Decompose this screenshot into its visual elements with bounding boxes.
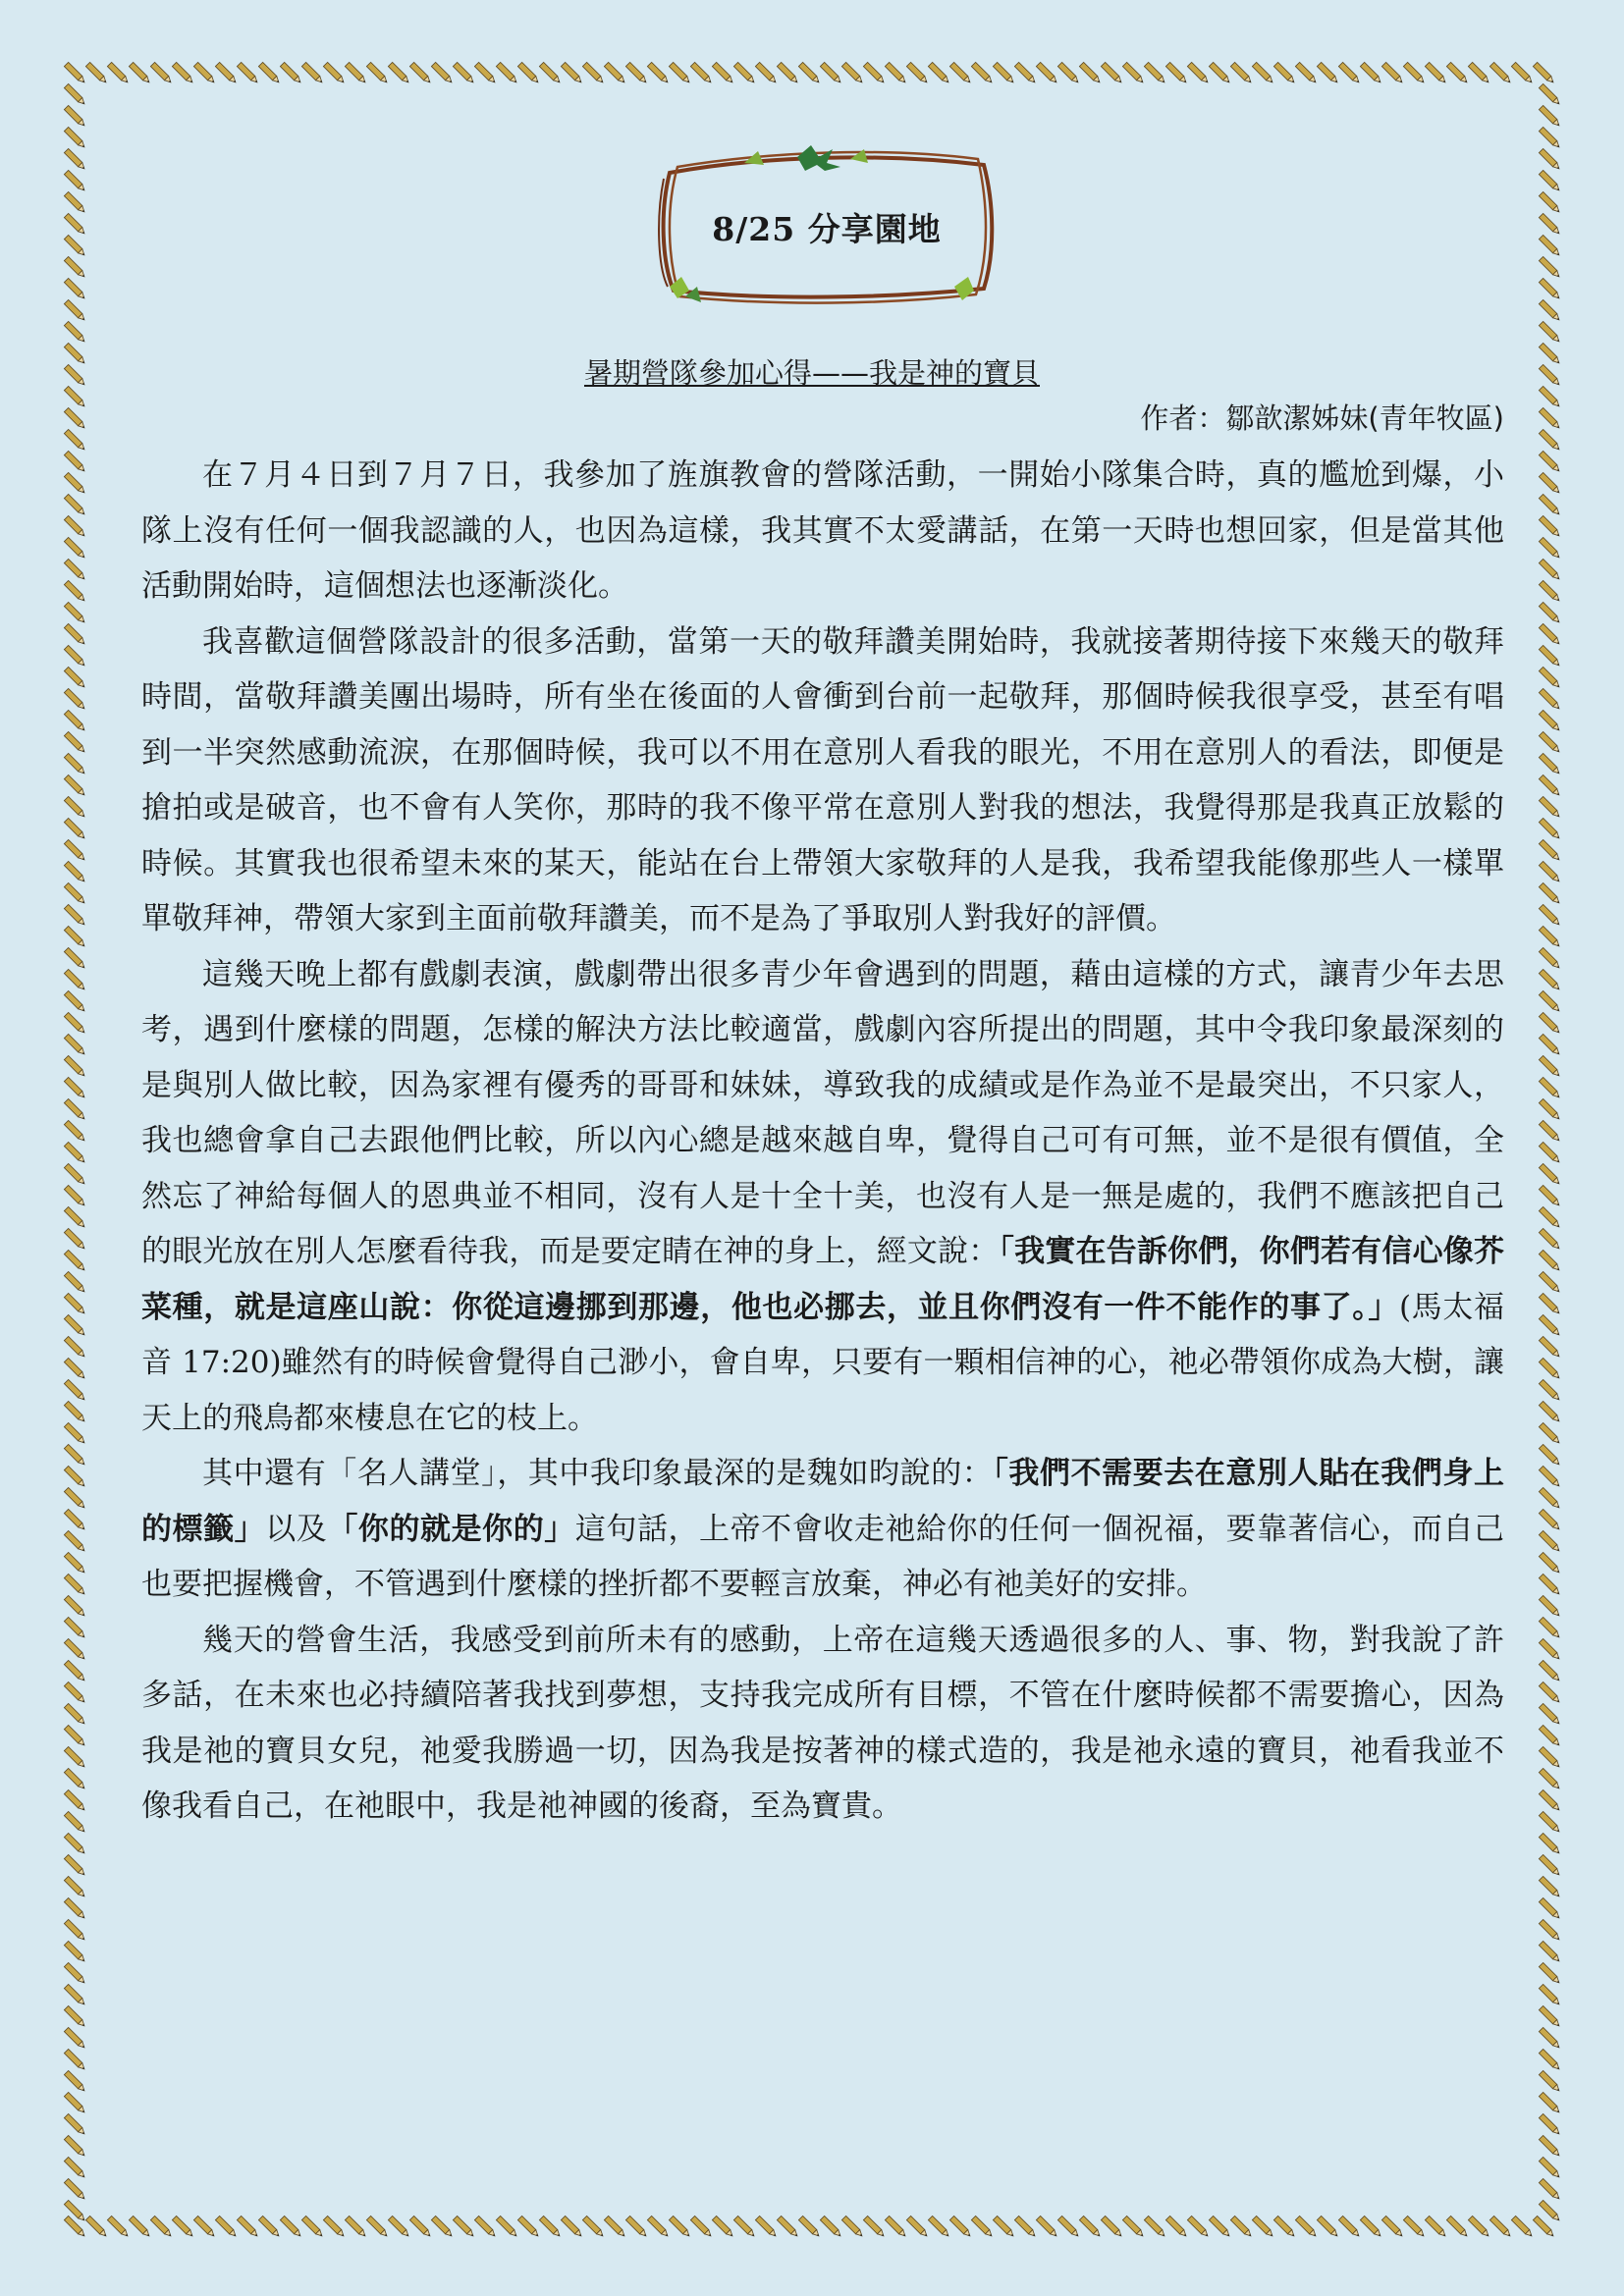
scripture-quote: 「我實在告訴你們，你們若有信心像芥菜種，就是這座山說：你從這邊挪到那邊，他也必挪去，並且你們沒有一件不能作的事了。」 (141, 1234, 1504, 1325)
quote-labels: 「我們不需要去在意別人貼在我們身上的標籤」 (141, 1456, 1505, 1547)
paragraph-4-text-a: 其中還有「名人講堂」，其中我印象最深的是魏如昀說的： (202, 1456, 994, 1491)
author-line: 作者：鄒歆潔姊妹(青年牧區) (1140, 401, 1504, 435)
paragraph-4-text-c: 這句話，上帝不會收走祂給你的任何一個祝福，要靠著信心，而自己也要把握機會，不管遇到什麼樣的挫折都不要輕言放棄，神必有祂美好的安排。 (141, 1511, 1505, 1602)
paragraph-4-text-b: 以及 (265, 1511, 328, 1547)
title-frame (650, 143, 1003, 308)
paragraph-3-text-b: (馬太福音 17:20)雖然有的時候會覺得自己渺小，會自卑，只要有一顆相信神的心，祂必帶領你成為大樹，讓天上的飛鳥都來棲息在它的枝上。 (141, 1289, 1504, 1436)
article-title: 暑期營隊參加心得——我是神的寶貝 (583, 356, 1040, 390)
paragraph-3 (141, 947, 1504, 1447)
quote-yours: 「你的就是你的」 (327, 1511, 575, 1547)
article-body (141, 448, 1504, 1835)
paragraph-2: 我喜歡這個營隊設計的很多活動，當第一天的敬拜讚美開始時，我就接著期待接下來幾天的敬拜時間，當敬拜讚美團出場時，所有坐在後面的人會衝到台前一起敬拜，那個時候我很享受，甚至有唱到一半突然感動流淚，在那個時候，我可以不用在意別人看我的眼光，不用在意別人的看法，即便是搶拍或是破音，也不會有人笑你，那時的我不像平常在意別人對我的想法，我覺得那是我真正放鬆的時候。其實我也很希望未來的某天，能站在台上帶領大家敬拜的人是我，我希望我能像那些人一樣單單敬拜神，帶領大家到主面前敬拜讚美，而不是為了爭取別人對我好的評價。 (141, 623, 1504, 936)
paragraph-1: 在７月４日到７月７日，我參加了旌旗教會的營隊活動，一開始小隊集合時，真的尷尬到爆，小隊上沒有任何一個我認識的人，也因為這樣，我其實不太愛講話，在第一天時也想回家，但是當其他活動開始時，這個想法也逐漸淡化。 (141, 457, 1504, 604)
paragraph-5: 幾天的營會生活，我感受到前所未有的感動，上帝在這幾天透過很多的人、事、物，對我說了許多話，在未來也必持續陪著我找到夢想，支持我完成所有目標，不管在什麼時候都不需要擔心，因為我是祂的寶貝女兒，祂愛我勝過一切，因為我是按著神的樣式造的，我是祂永遠的寶貝，祂看我並不像我看自己，在祂眼中，我是祂神國的後裔，至為寶貴。 (141, 1622, 1504, 1824)
paragraph-3-text-a: 這幾天晚上都有戲劇表演，戲劇帶出很多青少年會遇到的問題，藉由這樣的方式，讓青少年去思考，遇到什麼樣的問題，怎樣的解決方法比較適當，戲劇內容所提出的問題，其中令我印象最深刻的是與別人做比較，因為家裡有優秀的哥哥和妹妹，導致我的成績或是作為並不是最突出，不只家人，我也總會拿自己去跟他們比較，所以內心總是越來越自卑，覺得自己可有可無，並不是很有價值，全然忘了神給每個人的恩典並不相同，沒有人是十全十美，也沒有人是一無是處的，我們不應該把自己的眼光放在別人怎麼看待我，而是要定睛在神的身上，經文說： (141, 956, 1504, 1269)
paragraph-4 (141, 1446, 1504, 1613)
page-title: 8/25 分享園地 (712, 210, 942, 248)
